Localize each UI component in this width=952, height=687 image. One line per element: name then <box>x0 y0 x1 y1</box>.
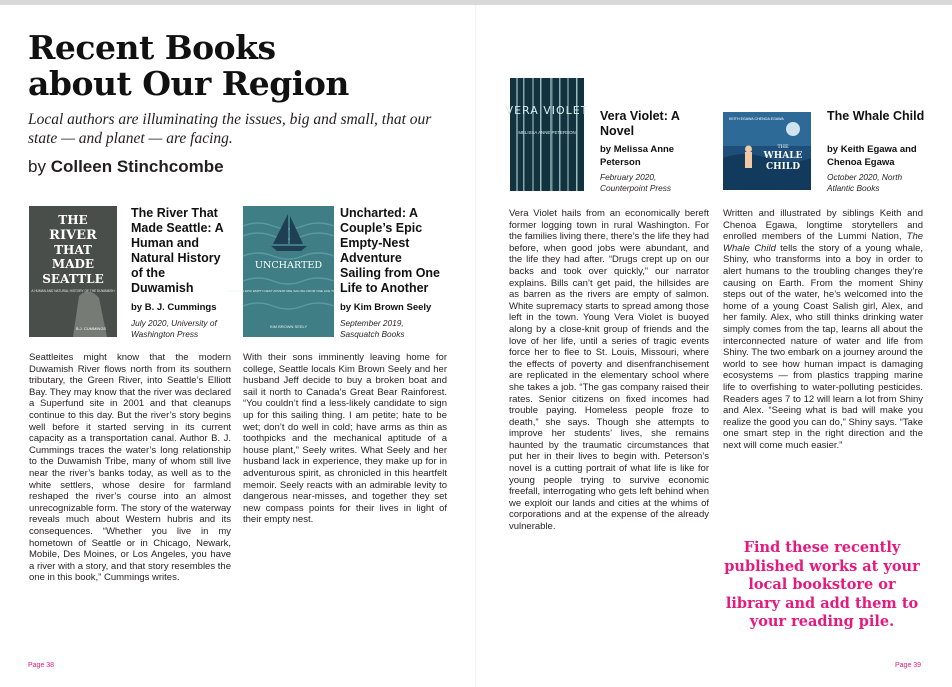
cover-word-3: THAT <box>54 243 92 257</box>
review-text-part-1: Written and illustrated by siblings Keith and Chenoa Egawa, longtime storytellers and enrolled members of the Lummi Nation, <box>723 208 923 243</box>
cover-word-5: SEATTLE <box>42 272 104 286</box>
title-line-1: Recent Books <box>28 28 276 67</box>
cover-subtitle: A COUPLE’S EPIC EMPTY-NEST ADVENTURE SAILING FROM ONE LIFE TO ANOTHER <box>225 289 352 293</box>
book-review-uncharted: With their sons imminently leaving home for college, Seattle locals Kim Brown Seely and her husband Jeff decide to buy a broken boat and sail it north to Canada’s Great Bear Rainforest. “You couldn’t find a less-likely candidate to sign up for this sailing thing. I am petite; hate to be wet; don’t do well in cold; have arms as thin as toothpicks and the mechanical aptitude of a house plant,” Seely writes. What Seely and her husband lack in experience, they make up for in adventurous spirit, as chronicled in this heartfelt memoir. Seely reacts with an admirable levity to dangerous near-misses, and together they set new compass points for their lives in light of their empty nest. <box>243 352 447 526</box>
book-cover-uncharted <box>225 206 352 337</box>
cover-title-1: THE <box>777 144 789 150</box>
review-book-title: The Whale Child <box>723 231 924 254</box>
cover-author: B.J. CUMMINGS <box>75 326 107 331</box>
book-author-vera-violet: by Melissa Anne Peterson <box>600 144 675 168</box>
cover-word-4: MADE <box>51 257 95 271</box>
article-title <box>28 30 349 102</box>
book-title-vera-violet: Vera Violet: A Novel <box>600 109 680 138</box>
book-cover-river-that-made-seattle <box>29 206 117 337</box>
article-subtitle: Local authors are illuminating the issues, big and small, that our state — and planet — are facing. <box>28 111 432 147</box>
cover-title-2: WHALE <box>763 151 803 161</box>
cover-authors: KEITH EGAWA CHENOA EGAWA <box>729 117 784 121</box>
book-author-river: by B. J. Cummings <box>131 302 217 313</box>
book-publication-whale-child: October 2020, North Atlantic Books <box>827 172 903 193</box>
cover-word-1: THE <box>58 213 88 227</box>
cover-author: KIM BROWN SEELY <box>269 324 308 329</box>
book-publication-vera-violet: February 2020, Counterpoint Press <box>600 172 672 193</box>
top-border <box>0 0 952 5</box>
book-publication-river: July 2020, University of Washington Press <box>131 318 217 339</box>
byline-author: Colleen Stinchcombe <box>50 157 224 176</box>
page-number-left: Page 38 <box>28 662 55 669</box>
cover-title-3: CHILD <box>765 162 801 172</box>
cover-title: UNCHARTED <box>254 260 323 271</box>
book-author-whale-child: by Keith Egawa and Chenoa Egawa <box>827 144 917 168</box>
book-review-vera-violet: Vera Violet hails from an economically bereft former logging town in rural Washington. For the families living there, there’s the life they had before, when good jobs were abundant, and the life they had after. “Drugs crept up on our backs and took over quickly,” our narrator explains. Bills can’t get paid, the hillsides are as barren as the rivers are empty of salmon. White supremacy starts to spread among those left in the town. Young Vera Violet is buoyed along by a close-knit group of friends and the love of her life, until a series of tragic events force her to flee to St. Louis, Missouri, where the effects of poverty and disenfranchisement are replicated in the elementary school where she takes a job. “The gas company raised their rates. Senior citizens on fixed incomes had trouble paying. Homeless people froze to death,” she says. Though she attempts to improve her students’ lives, she remains haunted by the traumatic circumstances that put her in their lives to begin with. Peterson’s novel is a cutting portrait of what life is like for young people trying to survive economic freefall, interrogating who gets left behind when we exploit our lands and cities at the whims of corporations and at the expense of the already vulnerable. <box>509 208 709 533</box>
cover-author: MELISSA ANNE PETERSON <box>518 130 576 135</box>
book-publication-uncharted: September 2019, Sasquatch Books <box>340 318 405 339</box>
book-review-whale-child <box>723 208 923 451</box>
book-review-river: Seattleites might know that the modern Duwamish River flows north from its southern tributary, the Green River, into Seattle’s Elliott Bay. They may know that the river was declared a Superfund site in 2001 and that cleanups continue to this day. But the river’s story begins well before it started serving in its current capacity as a transportation canal. Author B. J. Cummings traces the water’s long relationship to the Duwamish Tribe, many of whom still live near the river’s banks today, as well as to the white settlers, whose desire for farmland reshaped the river’s course into an almost unrecognizable form. The story of the waterway reveals much about Western hubris and its consequences. “Whether you live in my hometown of Seattle or in Chicago, Newark, Mobile, Des Moines, or Los Angeles, you have a river with a story, and that story resembles the one in this book,” Cummings writes. <box>29 352 231 584</box>
book-author-uncharted: by Kim Brown Seely <box>340 302 432 313</box>
book-cover-whale-child <box>723 112 811 190</box>
cover-title: VERA VIOLET <box>505 104 589 117</box>
book-cover-vera-violet <box>505 78 589 191</box>
book-title-whale-child: The Whale Child <box>827 109 925 123</box>
call-to-action: Find these recently published works at your local bookstore or library and add them to your reading pile. <box>724 539 920 630</box>
page-gutter <box>475 5 476 687</box>
review-text-part-2: tells the story of a young whale, Shiny, who transforms into a boy in order to alert humans to the troubling changes they’re causing on Earth. From the moment Shiny steps out of the water, he’s welcomed into the home of a young Coast Salish girl, Alex, and her family. Alex, who still thinks drinking water simply comes from the tap, learns all about the interconnected nature of water and life from Shiny. The two embark on a journey around the world to see how human impact is damaging ecosystems — from plastics trapping marine life to overfishing to water-polluting pesticides. Readers ages 7 to 12 will learn a lot from Shiny and Alex. “Seeing what is bad will make you realize the good you can do,” Shiny says. “Take one smart step in the right direction and the next will come much easier.” <box>723 242 924 451</box>
title-line-2: about Our Region <box>28 64 349 103</box>
cover-subtitle: A HUMAN AND NATURAL HISTORY OF THE DUWAMISH <box>31 289 115 293</box>
book-title-river: The River That Made Seattle: A Human and Natural History of the Duwamish <box>131 206 224 295</box>
cover-word-2: RIVER <box>49 228 97 243</box>
byline-prefix: by <box>28 157 46 176</box>
byline <box>28 157 224 177</box>
page-number-right: Page 39 <box>895 662 922 669</box>
book-title-uncharted: Uncharted: A Couple’s Epic Empty-Nest Adventure Sailing from One Life to Another <box>340 206 441 295</box>
